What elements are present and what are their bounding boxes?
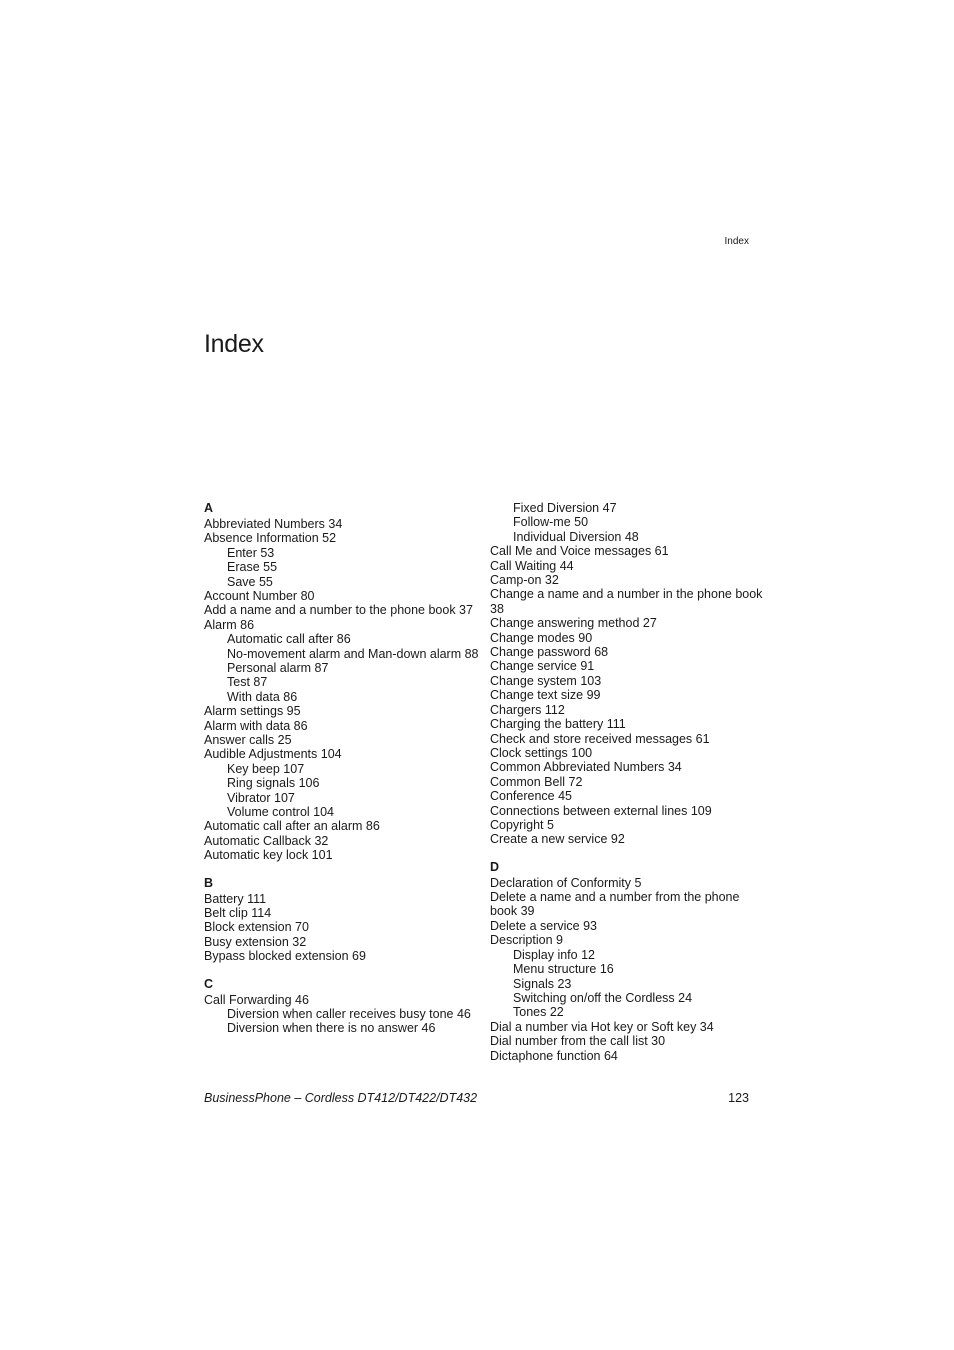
- index-entry: Bypass blocked extension 69: [204, 949, 366, 964]
- index-entry: Audible Adjustments 104: [204, 747, 342, 762]
- running-head: Index: [724, 236, 749, 247]
- index-subentry: Tones 22: [513, 1005, 564, 1020]
- index-entry: Check and store received messages 61: [490, 731, 710, 746]
- index-subentry: With data 86: [227, 689, 298, 704]
- index-entry: Delete a service 93: [490, 918, 598, 933]
- index-column-left: [204, 501, 479, 1036]
- index-entry: Call Forwarding 46: [204, 992, 309, 1007]
- index-subentry: Follow-me 50: [513, 515, 589, 530]
- index-entry: Common Abbreviated Numbers 34: [490, 760, 682, 775]
- index-section: [490, 501, 765, 847]
- index-letter-heading: D: [490, 859, 500, 874]
- index-entry: Description 9: [490, 933, 563, 948]
- index-entry: Declaration of Conformity 5: [490, 875, 642, 890]
- index-subentry: Diversion when caller receives busy tone 46: [227, 1006, 471, 1021]
- index-entry: Absence Information 52: [204, 531, 337, 546]
- index-entry: Change a name and a number in the phone book 38: [490, 587, 763, 616]
- index-entry: Dictaphone function 64: [490, 1048, 618, 1063]
- index-entry: Camp-on 32: [490, 573, 559, 588]
- index-entry: Chargers 112: [490, 702, 565, 717]
- index-entry: Change service 91: [490, 659, 595, 674]
- index-entry: Automatic Callback 32: [204, 833, 329, 848]
- index-entry: Answer calls 25: [204, 733, 292, 747]
- index-subentry: No-movement alarm and Man-down alarm 88: [227, 646, 479, 661]
- index-subentry: Display info 12: [513, 947, 595, 962]
- index-entry: Create a new service 92: [490, 832, 625, 847]
- index-entry: Battery 111: [204, 891, 267, 906]
- index-entry: Change system 103: [490, 673, 602, 688]
- index-entry: Account Number 80: [204, 588, 315, 603]
- index-entry: Copyright 5: [490, 817, 554, 832]
- index-entry: Belt clip 114: [204, 905, 272, 920]
- index-entry: Change modes 90: [490, 630, 593, 645]
- index-entry: Conference 45: [490, 789, 573, 804]
- index-entry: Clock settings 100: [490, 745, 593, 760]
- index-subentry: Save 55: [227, 574, 273, 589]
- index-entry: Automatic call after an alarm 86: [204, 819, 380, 834]
- index-entry: Dial a number via Hot key or Soft key 34: [490, 1019, 714, 1034]
- index-entry: Common Bell 72: [490, 774, 583, 789]
- index-entry: Alarm with data 86: [204, 718, 308, 733]
- index-entry: Add a name and a number to the phone book 37: [204, 603, 473, 618]
- index-subentry: Diversion when there is no answer 46: [227, 1021, 436, 1036]
- footer-page-number: 123: [728, 1091, 749, 1105]
- index-entry: Charging the battery 111: [490, 717, 626, 732]
- index-entry: Call Waiting 44: [490, 558, 574, 573]
- index-subentry: Individual Diversion 48: [513, 529, 639, 544]
- index-letter-heading: C: [204, 976, 214, 991]
- index-subentry: Automatic call after 86: [227, 632, 351, 647]
- index-section: [204, 876, 479, 964]
- index-letter-heading: A: [204, 501, 214, 515]
- index-section: [204, 977, 479, 1036]
- index-subentry: Vibrator 107: [227, 790, 295, 805]
- index-entry: Alarm 86: [204, 617, 255, 632]
- index-entry: Change text size 99: [490, 688, 601, 703]
- index-subentry: Enter 53: [227, 545, 275, 560]
- index-subentry: Fixed Diversion 47: [513, 501, 617, 515]
- index-section: [490, 860, 765, 1063]
- index-subentry: Ring signals 106: [227, 776, 320, 791]
- index-subentry: Key beep 107: [227, 761, 305, 776]
- index-letter-heading: B: [204, 875, 214, 890]
- index-subentry: Menu structure 16: [513, 962, 614, 977]
- index-entry: Call Me and Voice messages 61: [490, 544, 669, 559]
- footer-product: BusinessPhone – Cordless DT412/DT422/DT432: [204, 1091, 478, 1105]
- index-subentry: Personal alarm 87: [227, 660, 329, 675]
- index-entry: Change password 68: [490, 645, 609, 660]
- index-entry: Abbreviated Numbers 34: [204, 516, 343, 531]
- index-section: [204, 501, 479, 863]
- index-subentry: Switching on/off the Cordless 24: [513, 990, 693, 1005]
- index-entry: Delete a name and a number from the phone book 39: [490, 890, 740, 919]
- index-subentry: Volume control 104: [227, 805, 335, 820]
- index-entry: Change answering method 27: [490, 616, 657, 631]
- index-entry: Connections between external lines 109: [490, 803, 712, 818]
- index-subentry: Signals 23: [513, 976, 572, 991]
- page-title: Index: [204, 330, 264, 358]
- index-entry: Automatic key lock 101: [204, 848, 333, 863]
- index-subentry: Erase 55: [227, 560, 278, 575]
- index-entry: Busy extension 32: [204, 934, 307, 949]
- index-entry: Alarm settings 95: [204, 704, 301, 719]
- index-subentry: Test 87: [227, 675, 268, 690]
- index-column-right: [490, 501, 765, 1063]
- index-entry: Dial number from the call list 30: [490, 1034, 666, 1049]
- index-entry: Block extension 70: [204, 920, 309, 935]
